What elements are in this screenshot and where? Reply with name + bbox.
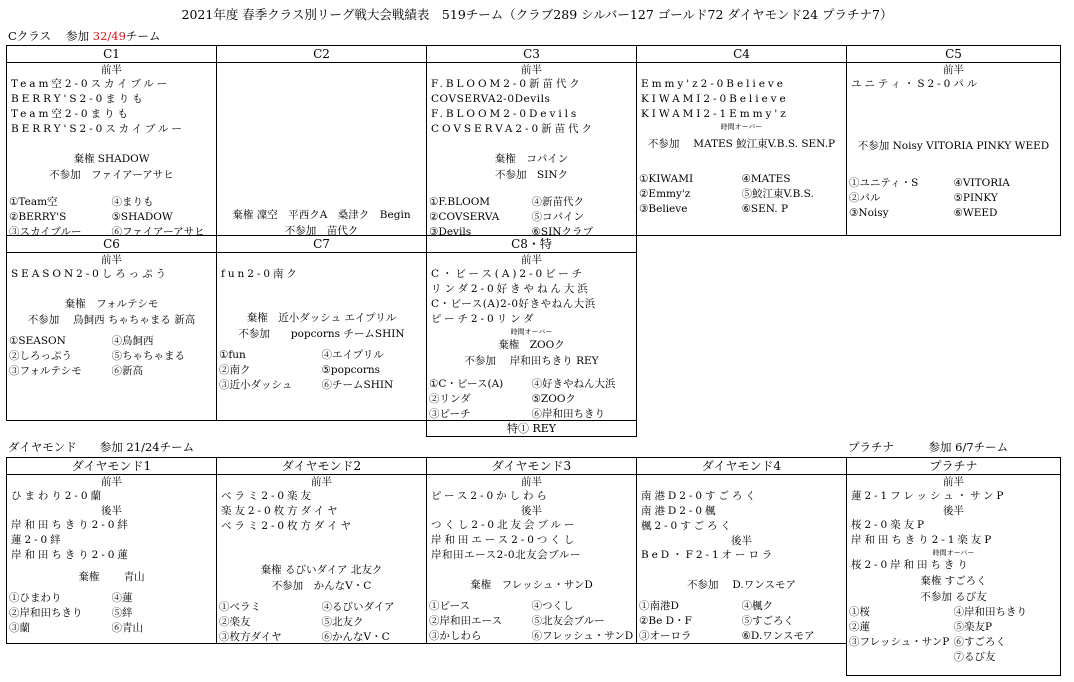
rank-left: ③かしわら [429,630,482,642]
diamond-label: ダイヤモンド 参加 [8,440,123,454]
rank-left: ①KIWAMI [639,173,694,185]
half-label: 後半 [521,505,542,517]
half-label: 後半 [101,505,122,517]
match-result: SEASON2-0しろっぷう [11,268,169,280]
absent-info: 棄権 ZOOク [498,339,565,351]
match-result: 南港D2-0楓 [641,505,719,517]
league-name: C3 [427,46,636,63]
match-result: ピース2-0かしわら [431,490,550,502]
rank-left: ①ユニティ・S [849,177,919,189]
league-name: C1 [7,46,216,63]
rank-right: ⑥岸和田ちきり [531,408,605,420]
league-name: C5 [847,46,1060,63]
match-result [217,77,426,92]
league-name: C6 [7,236,216,253]
half-label: 前半 [943,476,964,488]
rank-right: ④エイプリル [321,349,384,361]
league-table [216,235,427,421]
match-result: Team空2-0まりも [11,108,131,120]
match-result: COVSERVA2-0Devils [431,93,551,105]
c-class-header [8,28,160,44]
absent-info: 不参加 popcorns チームSHIN [238,328,405,340]
ranking-row [217,378,426,393]
ranking-row [427,614,636,629]
rank-right: ⑤PINKY [953,192,998,204]
half-label: 前半 [943,64,964,76]
rank-left: ③フォルテシモ [9,365,82,377]
absent-info: 棄権 SHADOW [73,153,150,165]
match-result: 岸和田ちきり2-1楽友P [851,534,995,546]
rank-left: ②南ク [219,364,251,376]
ranking-row [637,187,846,202]
match-result: 桜2-0楽友P [851,519,928,531]
half-label: 後半 [943,505,964,517]
ranking-row [427,392,636,407]
ranking-row [217,348,426,363]
half-label [217,534,426,548]
absent-info: 棄権 近小ダッシュ エイプリル [246,312,397,324]
absent-info: 不参加 岸和田ちきり REY [464,355,599,367]
league-table [636,45,847,236]
match-result: 岸和田ちきり2-0蓮 [11,549,131,561]
rank-left: ①SEASON [9,335,66,347]
rank-right: ⑤楽友P [953,621,993,633]
ranking-row [427,195,636,210]
rank-left: ①fun [219,349,246,361]
ranking-row [7,364,216,379]
rank-left: ②蓮 [849,621,870,633]
league-name: プラチナ [847,458,1060,475]
half-label [217,63,426,77]
ranking-row [847,176,1060,191]
half-label: 前半 [101,476,122,488]
rank-right: ⑥ファイアーアサヒ [111,226,205,236]
half-label: 前半 [101,64,122,76]
platinum-header [848,439,1008,455]
rank-left: ②パル [849,192,881,204]
absent-info: 不参加 Noisy VITORIA PINKY WEED [857,140,1050,152]
match-result [217,122,426,137]
match-result: BERRY'S2-0スカイブルー [11,123,185,135]
rank-right: ⑥SEN. P [741,203,789,215]
rank-right: ⑥SINクラブ [531,226,593,236]
league-table [216,45,427,236]
match-result: F.BLOOM2-0新苗代ク [431,78,583,90]
absent-info: 棄権 フォルテシモ [64,298,159,310]
league-name: C8・特 [427,236,636,253]
half-label: 前半 [521,254,542,266]
league-name: ダイヤモンド4 [637,458,846,475]
match-result: C・ビース(A)2-0好きやねん大浜 [431,298,596,310]
ranking-row [847,650,1060,665]
ranking-row [637,202,846,217]
ranking-row [637,172,846,187]
league-name: C2 [217,46,426,63]
rank-right: ⑥すごろく [953,636,1006,648]
league-table [846,457,1061,676]
match-result: 蓮2-1フレッシュ・サンP [851,490,1007,502]
rank-left: ②Be D・F [639,615,692,627]
absent-info: 棄権 フレッシュ・サンD [470,579,593,591]
match-result: ベラミ2-0枚方ダイヤ [221,520,355,532]
absent-info: 不参加 SINク [494,169,569,181]
ranking-row [427,407,636,421]
match-result: ひまわり2-0蘭 [11,490,104,502]
rank-right: ⑤鮫江東V.B.S. [741,188,814,200]
rank-right: ⑥チームSHIN [321,379,394,391]
match-result [217,92,426,107]
rank-left: ②リンダ [429,393,471,405]
league-table [426,45,637,236]
rank-right: ⑤ZOOク [531,393,576,405]
match-result: KIWAMI2-1Emmy'z [641,108,789,120]
league-table [6,235,217,421]
half-label [217,548,426,562]
ranking-row [637,599,846,614]
rank-left: ①ピース [429,600,471,612]
match-result: BeD・F2-1オーロラ [641,549,776,561]
rank-right: ④るびいダイア [321,601,395,613]
match-result: COVSERVA2-0新苗代ク [431,123,595,135]
absent-info: 不参加 MATES 鮫江東V.B.S. SEN.P [647,138,836,150]
match-result: Emmy'z2-0Believe [641,78,786,90]
match-result: 岸和田エース2-0つくし [431,534,578,546]
rank-right: ④蓮 [111,592,133,604]
overtime-note: 時間オーバー [720,123,763,131]
match-result: Team空2-0スカイブルー [11,78,171,90]
half-label [217,253,426,267]
rank-right: ⑤絆 [111,607,133,619]
ranking-row [637,629,846,644]
platinum-count: 6/7チーム [955,440,1009,454]
rank-right: ⑤SHADOW [111,211,173,223]
ranking-row [427,377,636,392]
league-name: ダイヤモンド3 [427,458,636,475]
rank-left: ③枚方ダイヤ [219,631,282,643]
absent-info: 棄権 コパイン [494,153,569,165]
ranking-row [7,334,216,349]
ranking-row [427,599,636,614]
ranking-row [847,206,1060,221]
absent-info: 棄権 青山 [78,571,145,583]
rank-left: ①C・ビース(A) [429,378,504,390]
match-result: F.BLOOM2-0Devils [431,108,580,120]
rank-left: ①桜 [849,606,870,618]
c-class-label: Cクラス 参加 [8,29,90,43]
ranking-row [217,615,426,630]
rank-left: ②楽友 [219,616,251,628]
absent-info: 不参加 るび友 [920,591,987,603]
ranking-row [217,363,426,378]
league-name: ダイヤモンド2 [217,458,426,475]
league-table [6,457,217,644]
rank-right: ④岸和田ちきり [953,606,1027,618]
half-label [637,63,846,77]
rank-right: ④MATES [741,173,791,185]
ranking-row [7,606,216,621]
rank-left: ③ピーチ [429,408,471,420]
ranking-row [847,191,1060,206]
rank-right: ⑦るび友 [953,651,996,663]
ranking-row [637,614,846,629]
ranking-row [7,195,216,210]
match-result: 楓2-0すごろく [641,520,734,532]
diamond-count: 21/24チーム [126,440,195,454]
overtime-note: 時間オーバー [510,328,553,336]
ranking-row [217,600,426,615]
rank-right: ⑥フレッシュ・サンD [531,630,634,642]
match-result: リンダ2-0好きやねん大浜 [431,283,591,295]
rank-left: ①F.BLOOM [429,196,491,208]
ranking-row [7,349,216,364]
rank-right: ④楓ク [741,600,773,612]
match-result: ベラミ2-0楽友 [221,490,314,502]
rank-left: ①ひまわり [9,592,62,604]
platinum-label: プラチナ 参加 [848,440,952,454]
rank-left: ③Devils [429,226,472,236]
ranking-row [427,629,636,644]
league-table [846,45,1061,236]
rank-right: ⑥新高 [111,365,143,377]
rank-right: ④好きやねん大浜 [531,378,616,390]
rank-right: ⑤ちゃちゃまる [111,350,185,362]
league-table [636,457,847,644]
ranking-row [217,630,426,644]
rank-right: ⑥青山 [111,622,143,634]
absent-info: 不参加 ファイアーアサヒ [49,169,174,181]
ranking-row [847,620,1060,635]
ranking-row [7,591,216,606]
rank-left: ③スカイブルー [9,226,82,236]
ranking-row [7,621,216,636]
rank-left: ③オーロラ [639,630,692,642]
league-name: C7 [217,236,426,253]
rank-right: ④つくし [531,600,574,612]
half-label: 前半 [311,476,332,488]
match-result: 岸和田エース2-0北友会ブルー [431,549,581,561]
league-table [6,45,217,236]
rank-left: ③蘭 [9,622,30,634]
rank-left: ②岸和田エース [429,615,502,627]
absent-info: 不参加 かんなV・C [271,580,372,592]
rank-right: ⑥かんなV・C [321,631,390,643]
league-table [216,457,427,644]
rank-left: ②岸和田ちきり [9,607,83,619]
rank-right: ④まりも [111,196,154,208]
rank-left: ②COVSERVA [429,211,500,223]
c-class-suffix: チーム [125,29,161,43]
rank-left: ③Believe [639,203,688,215]
rank-right: ④鳥飼西 [111,335,154,347]
half-label: 前半 [521,476,542,488]
rank-right: ⑤コパイン [531,211,584,223]
rank-right: ⑤北友ク [321,616,364,628]
match-result: つくし2-0北友会ブルー [431,519,578,531]
rank-left: ②Emmy'z [639,188,691,200]
match-result: 南港D2-0すごろく [641,490,759,502]
ranking-row [847,605,1060,620]
match-result: 桜2-0岸和田ちきり [851,559,971,571]
half-label: 後半 [731,535,752,547]
rank-right: ⑤すごろく [741,615,794,627]
ranking-row [7,210,216,225]
rank-left: ①南港D [639,600,679,612]
league-name: C4 [637,46,846,63]
absent-info: 不参加 苗代ク [284,225,359,236]
match-result: fun2-0南ク [221,268,300,280]
ranking-row [427,210,636,225]
match-result: 岸和田ちきり2-0絆 [11,519,131,531]
rank-left: ①Team空 [9,196,58,208]
match-result: KIWAMI2-0Believe [641,93,789,105]
diamond-header [8,439,194,455]
match-result: 蓮2-0絆 [11,534,64,546]
ranking-row [847,635,1060,650]
page-title: 2021年度 春季クラス別リーグ戦大会戦績表 519チーム（クラブ289 シルバー127 ゴールド72 ダイヤモンド24 プラチナ7） [181,7,893,22]
overtime-note: 時間オーバー [932,549,975,557]
half-label: 前半 [101,254,122,266]
match-result: 楽友2-0枚方ダイヤ [221,505,341,517]
rank-right: ⑥D.ワンスモア [741,630,815,642]
match-result: ユニティ・S2-0パル [851,78,981,90]
rank-left: ②しろっぷう [9,350,72,362]
match-result: BERRY'S2-0まりも [11,93,146,105]
rank-left: ①ベラミ [219,601,261,613]
absent-info: 棄権 るびいダイア 北友ク [260,564,383,576]
absent-info: 棄権 すごろく [920,575,987,587]
c-class-count: 32/49 [92,29,126,43]
special-team: 特① REY [426,420,637,437]
half-label: 前半 [521,64,542,76]
match-result [217,107,426,122]
rank-right: ④VITORIA [953,177,1010,189]
league-table [426,235,637,421]
rank-left: ③近小ダッシュ [219,379,293,391]
absent-info: 棄権 凜空 平西クA 桑津ク Begin [232,209,411,221]
half-label [637,475,846,489]
league-name: ダイヤモンド1 [7,458,216,475]
match-result: ピーチ2-0リンダ [431,313,537,325]
rank-right: ④新苗代ク [531,196,584,208]
rank-left: ③フレッシュ・サンP [849,636,950,648]
absent-info: 不参加 D.ワンスモア [687,579,796,591]
rank-right: ⑤popcorns [321,364,381,376]
rank-right: ⑥WEED [953,207,998,219]
rank-left: ③Noisy [849,207,889,219]
rank-left: ②BERRY'S [9,211,67,223]
league-table [426,457,637,644]
rank-right: ⑤北友会ブルー [531,615,605,627]
match-result: C・ビース(A)2-0ピーチ [431,268,586,280]
absent-info: 不参加 鳥飼西 ちゃちゃまる 新高 [27,314,196,326]
